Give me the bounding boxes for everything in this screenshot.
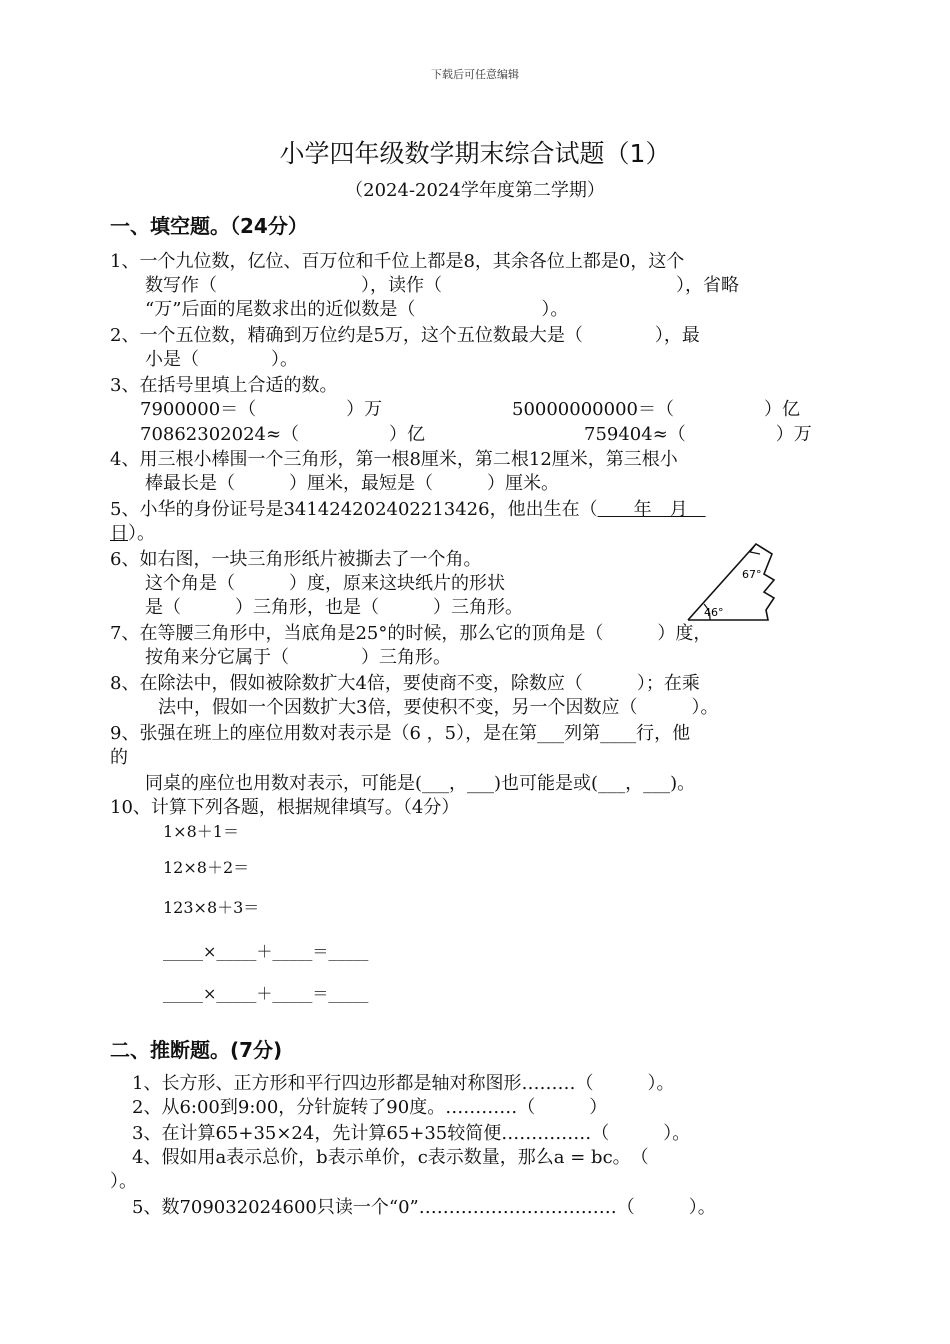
judge-4: 4、假如用a表示总价，b表示单价，c表示数量，那么a = bc。 （ [132,1147,649,1168]
q5-line2 [110,522,155,546]
q6-line3: 是（ ）三角形，也是（ ）三角形。 [145,597,523,618]
q5-blank-day: 日 [110,523,128,544]
q4-line2: 棒最长是（ ）厘米，最短是（ ）厘米。 [145,473,559,494]
q6-line2: 这个角是（ ）度，原来这块纸片的形状 [145,573,505,594]
section1-heading: 一、填空题。（24分） [110,214,308,238]
calc-2: 12×8＋2＝ [163,858,250,877]
q9-line2: 的 [110,747,128,768]
page-header: 下载后可任意编辑 [431,68,519,81]
section2-heading: 二、推断题。(7分) [110,1038,283,1062]
q1-line2: 数写作（ ），读作（ ），省略 [145,275,739,296]
page-title: 小学四年级数学期末综合试题（1） [279,139,671,168]
q5-text: 5、小华的身份证号是341424202402213426，他出生在（ [110,499,598,520]
q10-line1: 10、计算下列各题，根据规律填写。（4分） [110,797,460,818]
angle-46-label: 46° [704,606,724,619]
q4-line1: 4、用三根小棒围一个三角形，第一根8厘米，第二根12厘米，第三根小 [110,449,678,470]
q5-blank-date: 年 月 [597,499,706,520]
torn-triangle-figure [684,540,784,624]
judge-3: 3、在计算65+35×24，先计算65+35较简便……………（ ）。 [132,1123,691,1144]
q3-item-a: 7900000＝（ ）万 [140,399,383,420]
q3-line1: 3、在括号里填上合适的数。 [110,375,338,396]
q3-item-d: 759404≈（ ）万 [584,424,812,445]
q8-line2: 法中，假如一个因数扩大3倍，要使积不变，另一个因数应（ ）。 [158,697,719,718]
q2-line2: 小是（ ）。 [145,349,298,370]
q3-item-b: 50000000000＝（ ）亿 [512,399,800,420]
judge-2: 2、从6:00到9:00，分针旋转了90度。…………（ ） [132,1097,608,1118]
calc-3: 123×8＋3＝ [163,898,260,917]
q3-item-c: 70862302024≈（ ）亿 [140,424,426,445]
judge-1: 1、长方形、正方形和平行四边形都是轴对称图形………（ ）。 [132,1073,675,1094]
calc-5: _____×_____＋_____＝_____ [163,984,369,1003]
q7-line1: 7、在等腰三角形中，当底角是25°的时候，那么它的顶角是（ ）度， [110,623,712,644]
q9-line3: 同桌的座位也用数对表示，可能是(___，___)也可能是或(___，___)。 [145,773,696,794]
q5-close: ）。 [128,523,155,544]
judge-5: 5、数709032024600只读一个“0”……………………………（ ）。 [132,1197,716,1218]
judge-4-cont: ）。 [110,1171,137,1192]
q1-line3: “万”后面的尾数求出的近似数是（ ）。 [145,299,569,320]
q7-line2: 按角来分它属于（ ）三角形。 [145,647,451,668]
q5-line1 [110,498,706,522]
q9-line1: 9、张强在班上的座位用数对表示是（6 ，5），是在第___列第____行，他 [110,723,691,744]
page-subtitle: （2024-2024学年度第二学期） [345,180,605,201]
q6-line1: 6、如右图，一块三角形纸片被撕去了一个角。 [110,549,482,570]
calc-4: _____×_____＋_____＝_____ [163,942,369,961]
angle-67-label: 67° [742,568,762,581]
calc-1: 1×8＋1＝ [163,822,239,841]
triangle-outline [688,544,774,620]
q1-line1: 1、一个九位数，亿位、百万位和千位上都是8，其余各位上都是0，这个 [110,251,685,272]
q8-line1: 8、在除法中，假如被除数扩大4倍，要使商不变，除数应（ ）；在乘 [110,673,700,694]
q2-line1: 2、一个五位数，精确到万位约是5万，这个五位数最大是（ ），最 [110,325,700,346]
